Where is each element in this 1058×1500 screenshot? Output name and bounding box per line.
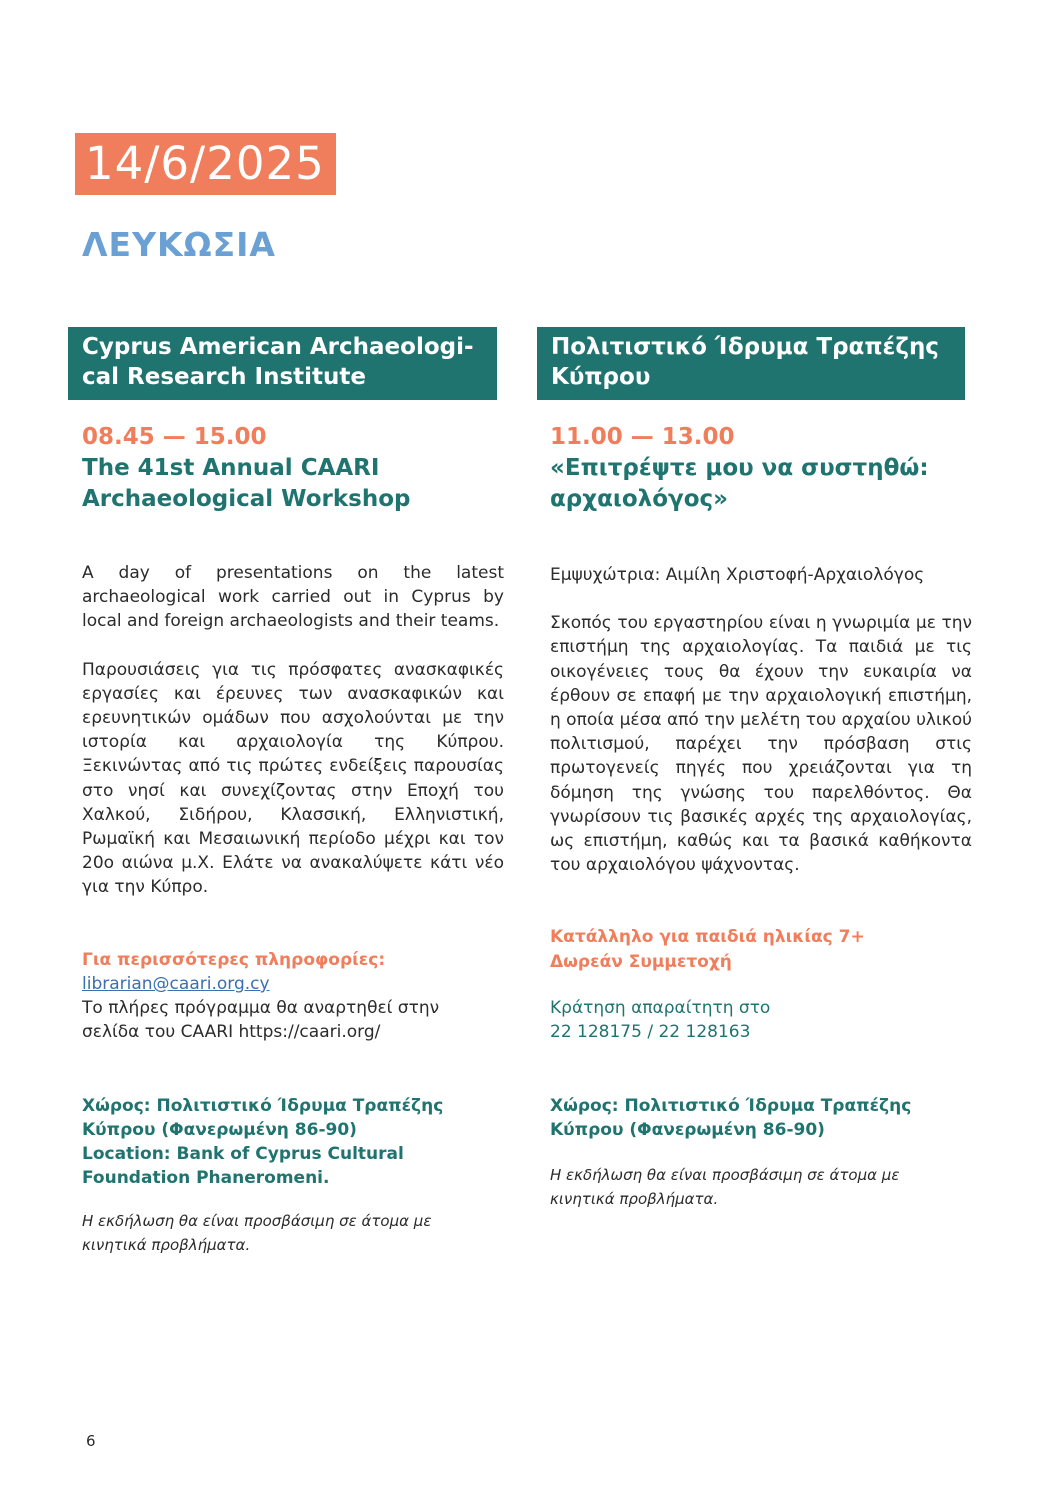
- free-participation: Δωρεάν Συμμετοχή: [550, 952, 732, 972]
- email-link[interactable]: librarian@caari.org.cy: [82, 974, 270, 994]
- left-location: [82, 1094, 504, 1190]
- more-info-label: Για περισσότερες πληροφορίες:: [82, 950, 386, 970]
- description-english: A day of presentations on the latest archaeological work carried out in Cyprus by local and foreign archaeologists and their teams.: [82, 563, 504, 632]
- age-note: Κατάλληλο για παιδιά ηλικίας 7+: [550, 927, 865, 947]
- left-description: [82, 561, 504, 900]
- right-location: [550, 1094, 972, 1142]
- page-number: 6: [86, 1432, 96, 1450]
- accessibility-line: κινητικά προβλήματα.: [82, 1236, 251, 1254]
- event-time: 11.00 — 13.00: [550, 424, 735, 450]
- venue-header-bank-of-cyprus: [537, 327, 965, 400]
- location-line: Location: Bank of Cyprus Cultural: [82, 1144, 404, 1164]
- right-accessibility-note: [550, 1163, 972, 1211]
- booking-line: Κράτηση απαραίτητη στο: [550, 998, 771, 1018]
- venue-line: Κύπρου: [551, 364, 651, 390]
- accessibility-line: Η εκδήλωση θα είναι προσβάσιμη σε άτομα με: [550, 1166, 900, 1184]
- left-more-info: [82, 948, 504, 1044]
- program-note: Το πλήρες πρόγραμμα θα αναρτηθεί στην: [82, 998, 440, 1018]
- city-heading: ΛΕΥΚΩΣΙΑ: [82, 225, 276, 264]
- booking-phone: 22 128175 / 22 128163: [550, 1022, 751, 1042]
- location-line: Χώρος: Πολιτιστικό Ίδρυμα Τραπέζης: [82, 1096, 444, 1116]
- location-line: Foundation Phaneromeni.: [82, 1168, 330, 1188]
- venue-header-caari: [68, 327, 497, 400]
- event-date: 14/6/2025: [75, 133, 336, 195]
- venue-line: cal Research Institute: [82, 364, 366, 390]
- right-participation: [550, 925, 972, 975]
- accessibility-line: κινητικά προβλήματα.: [550, 1190, 719, 1208]
- description-greek: Σκοπός του εργαστηρίου είναι η γνωριμία με την επιστήμη της αρχαιολογίας. Τα παιδιά με τις οικογένειες τους θα έχουν την ευκαιρία να έρθουν σε επαφή με την αρχαιολογική επιστήμη, η οποία μέσα από την μελέτη του αρχαίου υλικού πολιτισμού, παρέχει την πρόσβαση στις πρωτογενείς πηγές που χρειάζονται για τη δόμηση της γνώσης του παρελθόντος. Θα γνωρίσουν τις βασικές αρχές της αρχαιολογίας, ως επιστήμη, καθώς και τα βασικά καθήκοντα του αρχαιολόγου ψάχνοντας.: [550, 613, 972, 876]
- program-note: σελίδα του CAARI https://caari.org/: [82, 1022, 381, 1042]
- right-event-heading: [550, 422, 972, 515]
- venue-line: Cyprus American Archaeologi-: [82, 334, 474, 360]
- event-time: 08.45 — 15.00: [82, 424, 267, 450]
- event-title-line: «Επιτρέψτε μου να συστηθώ:: [550, 455, 929, 481]
- venue-line: Πολιτιστικό Ίδρυμα Τραπέζης: [551, 334, 939, 360]
- event-title-line: Archaeological Workshop: [82, 486, 411, 512]
- accessibility-line: Η εκδήλωση θα είναι προσβάσιμη σε άτομα με: [82, 1212, 432, 1230]
- location-line: Κύπρου (Φανερωμένη 86-90): [82, 1120, 357, 1140]
- left-event-heading: [82, 422, 504, 515]
- right-description: [550, 563, 972, 877]
- right-booking: [550, 996, 972, 1044]
- location-line: Κύπρου (Φανερωμένη 86-90): [550, 1120, 825, 1140]
- event-title-line: αρχαιολόγος»: [550, 486, 728, 512]
- left-accessibility-note: [82, 1209, 504, 1257]
- description-greek: Παρουσιάσεις για τις πρόσφατες ανασκαφικές εργασίες και έρευνες των ανασκαφικών και ερευνητικών ομάδων που ασχολούνται με την ιστορία και αρχαιολογία της Κύπρου. Ξεκινώντας από τις πρώτες ενδείξεις παρουσίας στο νησί και συνεχίζοντας στην Εποχή του Χαλκού, Σιδήρου, Κλασσική, Ελληνιστική, Ρωμαϊκή και Μεσαιωνική περίοδο μέχρι και τον 20ο αιώνα μ.Χ. Ελάτε να ανακαλύψετε κάτι νέο για την Κύπρο.: [82, 659, 504, 898]
- animator: Εμψυχώτρια: Αιμίλη Χριστοφή-Αρχαιολόγος: [550, 565, 925, 585]
- location-line: Χώρος: Πολιτιστικό Ίδρυμα Τραπέζης: [550, 1096, 912, 1116]
- event-title-line: The 41st Annual CAARI: [82, 455, 380, 481]
